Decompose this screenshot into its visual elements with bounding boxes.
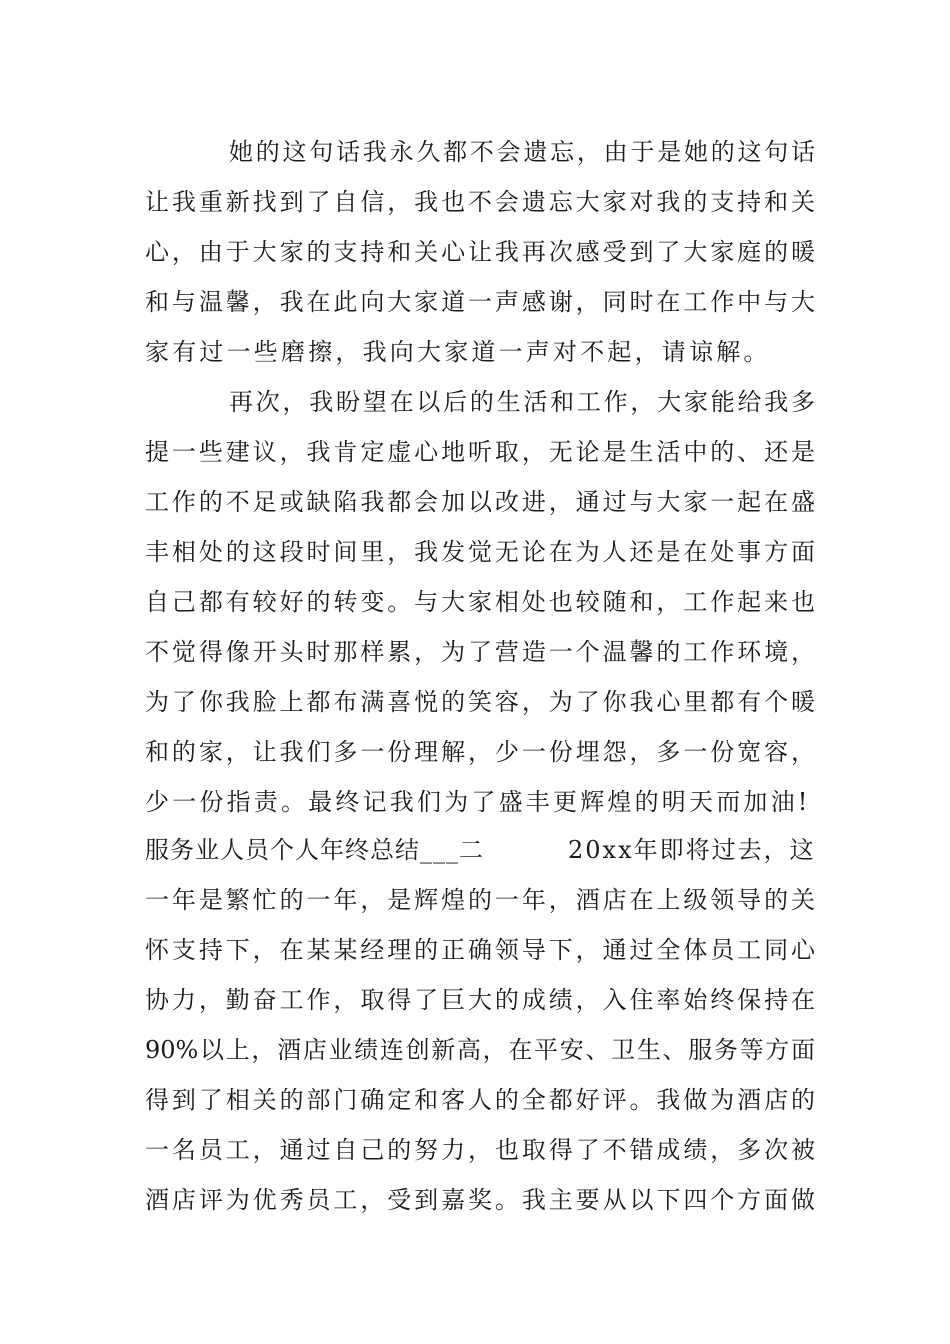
paragraph-line: 和与温馨，我在此向大家道一声感谢，同时在工作中与大	[145, 288, 815, 316]
paragraph-line: 酒店评为优秀员工，受到嘉奖。我主要从以下四个方面做	[145, 1186, 815, 1214]
paragraph-line: 心，由于大家的支持和关心让我再次感受到了大家庭的暖	[145, 238, 815, 266]
paragraph-line: 为了你我脸上都布满喜悦的笑容，为了你我心里都有个暖	[145, 688, 815, 716]
paragraph-line: 提一些建议，我肯定虚心地听取，无论是生活中的、还是	[145, 438, 815, 466]
section-opening-text: 20xx年即将过去，这	[568, 836, 816, 864]
paragraph-line: 再次，我盼望在以后的生活和工作，大家能给我多	[229, 388, 815, 416]
section-title: 服务业人员个人年终总结___二	[145, 836, 484, 864]
paragraph-line: 家有过一些磨擦，我向大家道一声对不起，请谅解。	[145, 338, 771, 366]
paragraph-line: 一年是繁忙的一年，是辉煌的一年，酒店在上级领导的关	[145, 886, 815, 914]
paragraph-line: 一名员工，通过自己的努力，也取得了不错成绩，多次被	[145, 1136, 815, 1164]
paragraph-line: 让我重新找到了自信，我也不会遗忘大家对我的支持和关	[145, 188, 815, 216]
paragraph-line: 自己都有较好的转变。与大家相处也较随和，工作起来也	[145, 588, 815, 616]
paragraph-line: 协力，勤奋工作，取得了巨大的成绩，入住率始终保持在	[145, 986, 815, 1014]
section-heading-line	[145, 830, 815, 870]
paragraph-line: 不觉得像开头时那样累，为了营造一个温馨的工作环境，	[145, 638, 815, 666]
paragraph-line: 怀支持下，在某某经理的正确领导下，通过全体员工同心	[145, 936, 815, 964]
paragraph-line: 工作的不足或缺陷我都会加以改进，通过与大家一起在盛	[145, 488, 815, 516]
paragraph-line: 得到了相关的部门确定和客人的全都好评。我做为酒店的	[145, 1086, 815, 1114]
paragraph-line: 她的这句话我永久都不会遗忘，由于是她的这句话	[229, 138, 815, 166]
paragraph-line: 90%以上，酒店业绩连创新高，在平安、卫生、服务等方面	[145, 1036, 815, 1064]
paragraph-line: 少一份指责。最终记我们为了盛丰更辉煌的明天而加油!	[145, 788, 811, 816]
paragraph-line: 丰相处的这段时间里，我发觉无论在为人还是在处事方面	[145, 538, 815, 566]
paragraph-line: 和的家，让我们多一份理解，少一份埋怨，多一份宽容，	[145, 738, 815, 766]
